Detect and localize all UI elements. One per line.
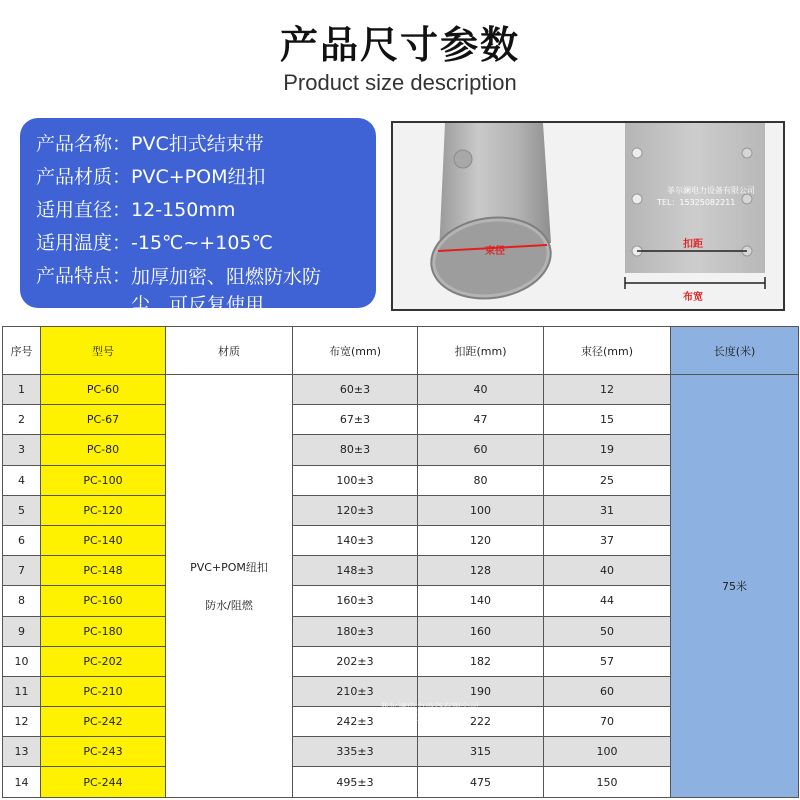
cell-model: PC-100 [41,465,166,495]
cell-model: PC-160 [41,586,166,616]
product-photo [391,121,785,311]
cell-model: PC-242 [41,707,166,737]
cell-diameter: 37 [544,525,671,555]
cell-no: 7 [3,556,41,586]
cell-no: 2 [3,405,41,435]
cell-model: PC-140 [41,525,166,555]
cell-width: 335±3 [293,737,418,767]
header-no: 序号 [3,327,41,375]
cell-diameter: 44 [544,586,671,616]
spec-row-diameter [36,194,376,227]
cell-spacing: 100 [418,495,544,525]
size-table [2,326,799,798]
cell-width: 148±3 [293,556,418,586]
cell-width: 495±3 [293,767,418,797]
spec-value: -15℃~+105℃ [131,232,273,254]
material-line-2: 防水/阻燃 [205,598,253,612]
spec-row-features [36,260,376,319]
header-length: 长度(米) [671,327,799,375]
cell-no: 12 [3,707,41,737]
cell-spacing: 40 [418,375,544,405]
cell-diameter: 57 [544,646,671,676]
photo-watermark-name: 菲尔澜电力设备有限公司 [667,186,755,195]
cell-width: 120±3 [293,495,418,525]
cell-width: 242±3 [293,707,418,737]
header-model: 型号 [41,327,166,375]
spec-panel [20,118,376,316]
cell-diameter: 70 [544,707,671,737]
cell-diameter: 19 [544,435,671,465]
cell-model: PC-180 [41,616,166,646]
cell-width: 180±3 [293,616,418,646]
spec-label: 产品特点： [36,265,132,287]
cell-no: 13 [3,737,41,767]
spec-label: 产品名称： [36,133,132,155]
cell-model: PC-243 [41,737,166,767]
spacing-label: 扣距 [683,239,703,250]
spec-row-name [36,128,376,161]
page-subtitle: Product size description [283,70,517,95]
cell-width: 100±3 [293,465,418,495]
material-line-1: PVC+POM纽扣 [190,560,268,574]
cell-model: PC-120 [41,495,166,525]
spec-value: 12-150mm [131,199,236,221]
cell-diameter: 12 [544,375,671,405]
cell-diameter: 60 [544,676,671,706]
cell-diameter: 50 [544,616,671,646]
cell-no: 4 [3,465,41,495]
table-row [3,375,799,405]
cell-no: 14 [3,767,41,797]
spec-label: 产品材质： [36,166,132,188]
cell-width: 160±3 [293,586,418,616]
cell-diameter: 40 [544,556,671,586]
cell-spacing: 80 [418,465,544,495]
cell-diameter: 25 [544,465,671,495]
cell-diameter: 150 [544,767,671,797]
cell-width: 80±3 [293,435,418,465]
cell-model: PC-60 [41,375,166,405]
cell-model: PC-210 [41,676,166,706]
cell-model: PC-67 [41,405,166,435]
cell-no: 1 [3,375,41,405]
spec-label: 适用温度： [36,232,132,254]
spec-value: PVC扣式结束带 [131,133,264,155]
cell-spacing: 60 [418,435,544,465]
spec-label: 适用直径： [36,199,132,221]
cell-material [166,375,293,798]
cell-no: 6 [3,525,41,555]
cell-model: PC-148 [41,556,166,586]
cell-model: PC-202 [41,646,166,676]
cell-spacing: 120 [418,525,544,555]
product-illustration [393,123,783,309]
header-diameter: 束径(mm) [544,327,671,375]
cell-no: 11 [3,676,41,706]
cell-diameter: 31 [544,495,671,525]
cell-no: 8 [3,586,41,616]
cell-model: PC-244 [41,767,166,797]
cell-no: 9 [3,616,41,646]
table-header-row [3,327,799,375]
cell-width: 67±3 [293,405,418,435]
cell-spacing: 160 [418,616,544,646]
cell-spacing: 128 [418,556,544,586]
cell-no: 10 [3,646,41,676]
cell-spacing: 190 [418,676,544,706]
spec-row-material [36,161,376,194]
cell-diameter: 15 [544,405,671,435]
cell-no: 3 [3,435,41,465]
header-material: 材质 [166,327,293,375]
cell-spacing: 47 [418,405,544,435]
cell-width: 60±3 [293,375,418,405]
cell-spacing: 315 [418,737,544,767]
cell-spacing: 140 [418,586,544,616]
header-width: 布宽(mm) [293,327,418,375]
cell-diameter: 100 [544,737,671,767]
header-spacing: 扣距(mm) [418,327,544,375]
spec-value: 加厚加密、阻燃防水防尘，可反复使用 [131,266,322,316]
page-title: 产品尺寸参数 [279,23,520,67]
table-watermark: 菲尔澜电力设备有限公司 TEL：15325082211 [380,703,480,724]
cell-width: 202±3 [293,646,418,676]
cell-length: 75米 [671,375,799,798]
spec-value: PVC+POM纽扣 [131,166,266,188]
photo-watermark-tel: TEL：15325082211 [657,198,736,207]
cell-spacing: 222 [418,707,544,737]
cell-model: PC-80 [41,435,166,465]
width-label: 布宽 [683,292,703,303]
cell-no: 5 [3,495,41,525]
spec-row-temperature [36,227,376,260]
cell-width: 210±3 [293,676,418,706]
cell-width: 140±3 [293,525,418,555]
cell-spacing: 475 [418,767,544,797]
table-watermark: 菲尔澜电力设备有限公司 TEL：15325082211 [170,379,270,400]
cell-spacing: 182 [418,646,544,676]
diameter-label: 束径 [485,246,505,257]
